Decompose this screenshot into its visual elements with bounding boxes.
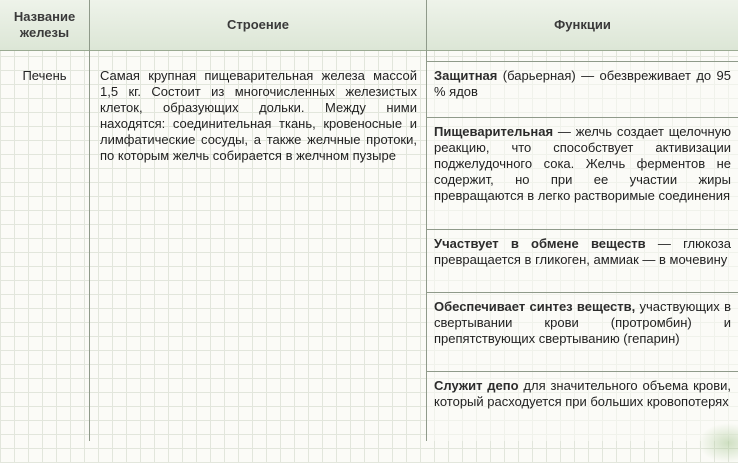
function-cell-metabolism (427, 230, 738, 293)
function-text: для значительного объема крови, который расходуется при больших кровопотерях (434, 378, 732, 409)
header-structure: Строение (227, 17, 289, 32)
table-header-row (0, 0, 738, 51)
function-title: Обеспечивает синтез веществ, (434, 299, 636, 314)
function-title: Участвует в обмене веществ (434, 236, 646, 251)
function-text: — желчь создает щелочную реакцию, что способствует активизации поджелудочного сока. Желчь ферментов не содержит, но при ее участии жиры превращаются в легко растворимые соединения (434, 124, 731, 203)
function-text: (барьерная) — обезвреживает до 95 % ядов (434, 68, 731, 99)
function-title: Служит депо (434, 378, 519, 393)
structure-cell: Самая крупная пищеварительная железа массой 1,5 кг. Состоит из многочисленных железистых клеток, образующих дольки. Между ними находятся: соединительная ткань, кровеносные и лимфатические сосуды, а также желчные протоки, по которым желчь собирается в желчном пузыре (100, 68, 417, 163)
column-divider-1 (89, 0, 90, 441)
function-title: Защитная (434, 68, 498, 83)
gland-name-cell: Печень (22, 68, 67, 83)
header-functions: Функции (554, 17, 611, 32)
function-title: Пищеварительная (434, 124, 554, 139)
header-gland-name: Название железы (13, 9, 76, 40)
function-text: участвующих в свертывании крови (протромбин) и препятствующих свертыванию (гепарин) (434, 299, 732, 346)
function-text: — глюкоза превращается в гликоген, аммиак — в мочевину (434, 236, 731, 267)
function-cell-blood-depot (427, 372, 738, 441)
function-cell-protective (427, 61, 738, 118)
function-cell-digestive (427, 118, 738, 230)
function-cell-synthesis (427, 293, 738, 372)
